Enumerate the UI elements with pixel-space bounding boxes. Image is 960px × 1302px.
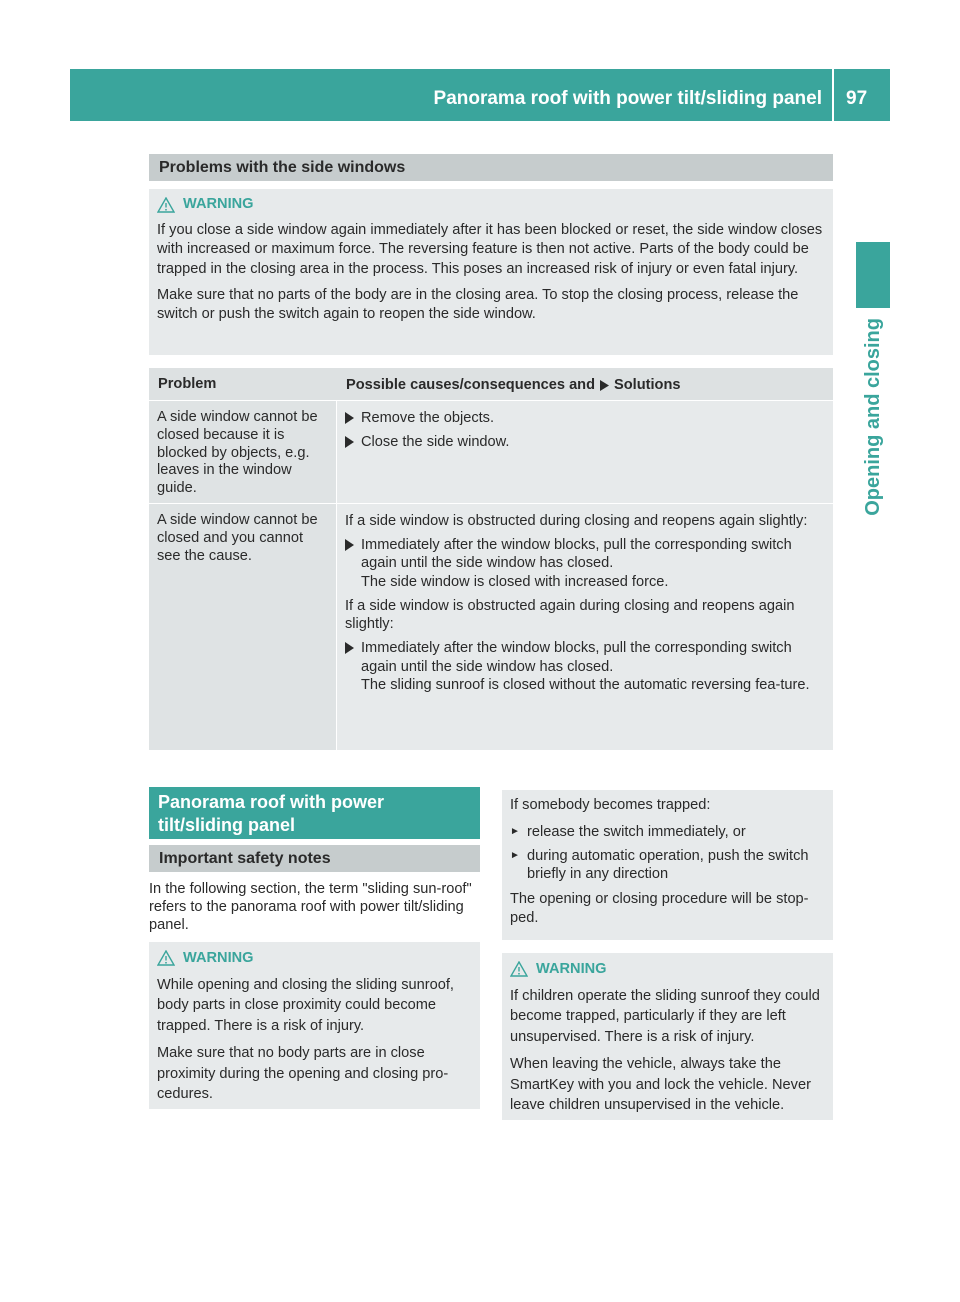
step-instruction: Immediately after the window blocks, pull the corresponding switch again until the side window has closed. [361, 537, 792, 572]
warning-text: Make sure that no body parts are in close proximity during the opening and closing pro-cedures. [157, 1044, 449, 1103]
step-text: Close the side window. [361, 434, 510, 451]
arrow-icon [345, 412, 354, 424]
warning-box [149, 189, 833, 355]
step [345, 433, 825, 451]
warning-icon [157, 197, 175, 213]
table-cell-solution [337, 401, 833, 503]
header-divider [832, 69, 834, 121]
warning-text: If you close a side window again immediately after it has been blocked or reset, the side window closes with increased or maximum force. The reversing feature is then not active. Parts of the body could be trapped in the closing area in the process. This poses an increased risk of injury or even fatal injury. [157, 221, 823, 278]
intro-paragraph: In the following section, the term "sliding sun-roof" refers to the panorama roof with power tilt/sliding panel. [149, 881, 472, 933]
side-tab [852, 318, 892, 758]
warning-box [149, 942, 480, 1109]
warning-box [502, 953, 833, 1120]
bullet-icon: ► [510, 850, 520, 862]
arrow-icon [345, 436, 354, 448]
bullet-item [510, 847, 825, 883]
step [345, 409, 825, 427]
trapped-info-box [502, 790, 833, 940]
trapped-outro: The opening or closing procedure will be stop-ped. [510, 890, 809, 926]
warning-icon [157, 950, 175, 966]
side-tab-marker [856, 242, 890, 308]
warning-label: WARNING [183, 196, 254, 212]
step-text: Remove the objects. [361, 410, 495, 426]
subsection-heading: Important safety notes [149, 845, 480, 872]
bullet-item [510, 823, 825, 841]
table-header [149, 368, 833, 400]
column-header-solutions [346, 376, 681, 396]
bullet-text: release the switch immediately, or [527, 823, 746, 840]
table-cell-problem [149, 401, 336, 503]
bullet-text: during automatic operation, push the switch briefly in any direction [527, 848, 809, 883]
step-result: The sliding sunroof is closed without the automatic reversing fea-ture. [361, 676, 810, 693]
arrow-icon [599, 379, 610, 392]
warning-icon [510, 961, 528, 977]
section-title: Panorama roof with power tilt/sliding panel [149, 787, 480, 839]
arrow-icon [345, 539, 354, 551]
warning-label: WARNING [183, 950, 254, 966]
step [345, 639, 825, 694]
warning-text: Make sure that no parts of the body are in the closing area. To stop the closing process, release the switch or push the switch again to reopen the side window. [157, 286, 799, 323]
section-heading: Problems with the side windows [149, 154, 833, 181]
table-cell-problem [149, 504, 336, 750]
step [345, 536, 825, 591]
trapped-intro: If somebody becomes trapped: [510, 797, 711, 813]
warning-title [157, 948, 472, 969]
column-header-text: Possible causes/consequences and [346, 377, 596, 393]
column-header-problem: Problem [158, 376, 217, 392]
step-instruction: Immediately after the window blocks, pull the corresponding switch again until the side window has closed. [361, 640, 792, 675]
problem-text: A side window cannot be closed and you cannot see the cause. [157, 512, 318, 564]
side-tab-label: Opening and closing [862, 318, 884, 516]
solution-intro: If a side window is obstructed during closing and reopens again slightly: [345, 513, 808, 529]
column-header-text: Solutions [614, 377, 681, 393]
step-result: The side window is closed with increased force. [361, 573, 669, 590]
page-number: 97 [846, 88, 868, 109]
step-text [361, 536, 825, 591]
warning-text: When leaving the vehicle, always take the SmartKey with you and lock the vehicle. Never leave children unsupervised in the vehicle. [510, 1055, 811, 1114]
warning-title [510, 959, 825, 980]
table-cell-solution [337, 504, 833, 750]
bullet-icon: ► [510, 825, 520, 837]
step-text [361, 639, 825, 694]
running-header-title: Panorama roof with power tilt/sliding panel [433, 88, 822, 109]
problem-text: A side window cannot be closed because it is blocked by objects, e.g. leaves in the window guide. [157, 409, 318, 497]
arrow-icon [345, 642, 354, 654]
warning-text: While opening and closing the sliding sunroof, body parts in close proximity could become trapped. There is a risk of injury. [157, 976, 454, 1035]
warning-label: WARNING [536, 961, 607, 977]
warning-title [157, 195, 825, 215]
solution-intro: If a side window is obstructed again during closing and reopens again slightly: [345, 597, 795, 633]
warning-text: If children operate the sliding sunroof they could become trapped, particularly if they are left unsupervised. There is a risk of injury. [510, 987, 820, 1046]
